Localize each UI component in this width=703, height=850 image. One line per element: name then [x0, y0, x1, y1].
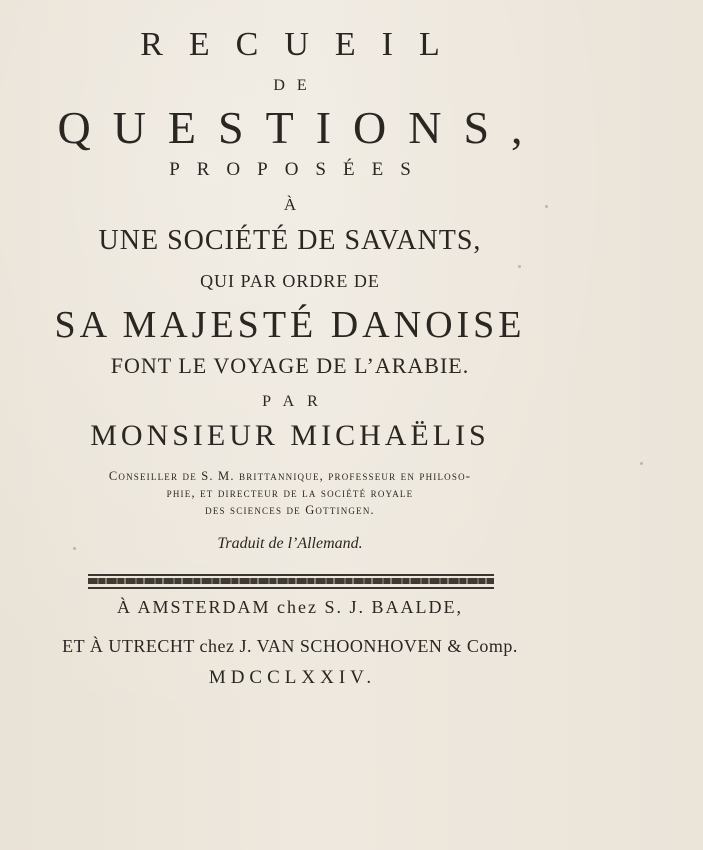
title-questions: QUESTIONS,: [57, 102, 545, 153]
publication-date: MDCCLXXIV.: [208, 667, 377, 688]
translation-note: Traduit de l’Allemand.: [217, 535, 363, 552]
title-par: PAR: [262, 393, 331, 410]
title-proposees: PROPOSÉES: [169, 159, 428, 180]
title-qui-par-ordre: QUI PAR ORDRE DE: [200, 271, 380, 291]
imprint-amsterdam: À AMSTERDAM chez S. J. BAALDE,: [117, 597, 463, 617]
author-credentials-line: phie, et directeur de la société royale: [166, 486, 414, 500]
title-recueil: RECUEIL: [140, 26, 466, 63]
imprint-utrecht: ET À UTRECHT chez J. VAN SCHOONHOVEN & Comp.: [62, 636, 518, 656]
title-de: DE: [273, 77, 319, 94]
title-voyage: FONT LE VOYAGE DE L’ARABIE.: [110, 353, 470, 378]
paper-speck: [518, 265, 521, 268]
paper-speck: [73, 547, 76, 550]
author-name: MONSIEUR MICHAËLIS: [90, 419, 490, 452]
title-majeste: SA MAJESTÉ DANOISE: [54, 304, 526, 346]
author-credentials-line: des sciences de Gottingen.: [205, 503, 375, 517]
ornamental-rule: [88, 574, 494, 590]
title-societe: UNE SOCIÉTÉ DE SAVANTS,: [98, 225, 482, 256]
title-a: À: [283, 195, 297, 214]
paper-speck: [545, 205, 548, 208]
author-credentials-line: Conseiller de S. M. brittannique, professeur en philoso-: [108, 469, 472, 483]
paper-speck: [640, 462, 643, 465]
